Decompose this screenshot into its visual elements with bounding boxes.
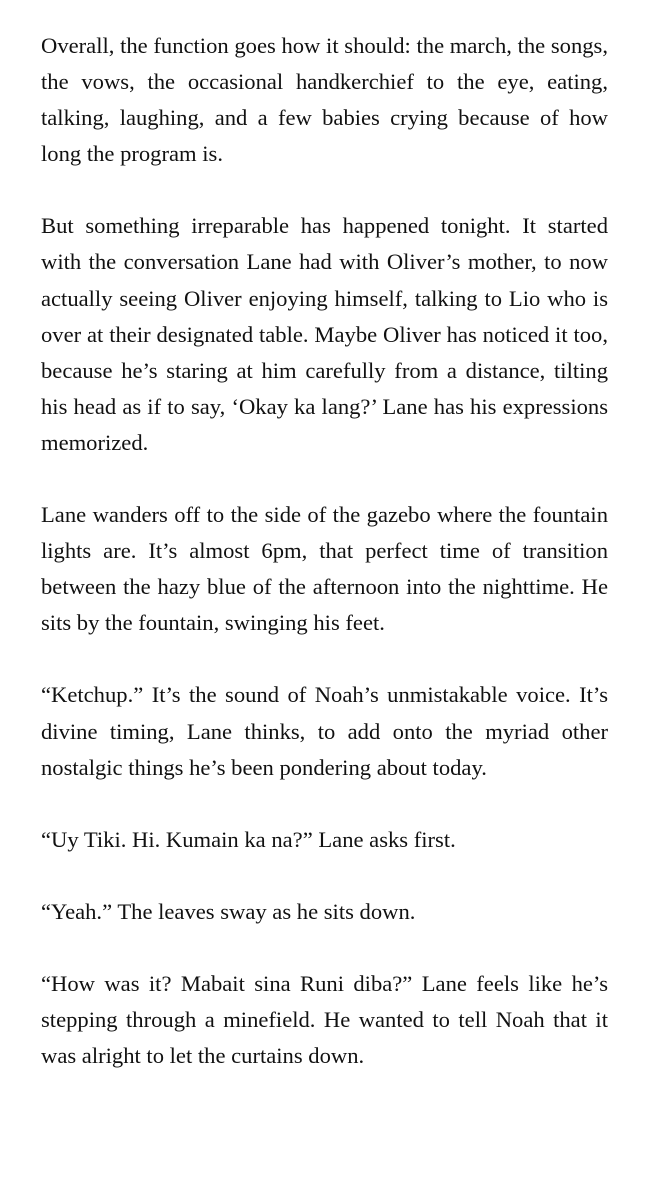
paragraph-7: “How was it? Mabait sina Runi diba?” Lane feels like he’s stepping through a minefield. He wanted to tell Noah that it was alright to let the curtains down.: [41, 970, 608, 1069]
paragraph-6: “Yeah.” The leaves sway as he sits down.: [41, 898, 416, 924]
paragraph-5: “Uy Tiki. Hi. Kumain ka na?” Lane asks first.: [41, 826, 456, 852]
paragraph-3: Lane wanders off to the side of the gazebo where the fountain lights are. It’s almost 6pm, that perfect time of transition between the hazy blue of the afternoon into the nighttime. He sits by the fountain, swinging his feet.: [41, 502, 608, 636]
paragraph-4: “Ketchup.” It’s the sound of Noah’s unmistakable voice. It’s divine timing, Lane thinks, to add onto the myriad other nostalgic things he’s been pondering about today.: [41, 682, 608, 780]
paragraph-1: Overall, the function goes how it should: the march, the songs, the vows, the occasional handkerchief to the eye, eating, talking, laughing, and a few babies crying because of how long the program is.: [41, 33, 608, 167]
paragraph-2: But something irreparable has happened tonight. It started with the conversation Lane had with Oliver’s mother, to now actually seeing Oliver enjoying himself, talking to Lio who is over at their designated table. Maybe Oliver has noticed it too, because he’s staring at him carefully from a distance, tilting his head as if to say, ‘Okay ka lang?’ Lane has his expressions memorized.: [41, 213, 608, 455]
